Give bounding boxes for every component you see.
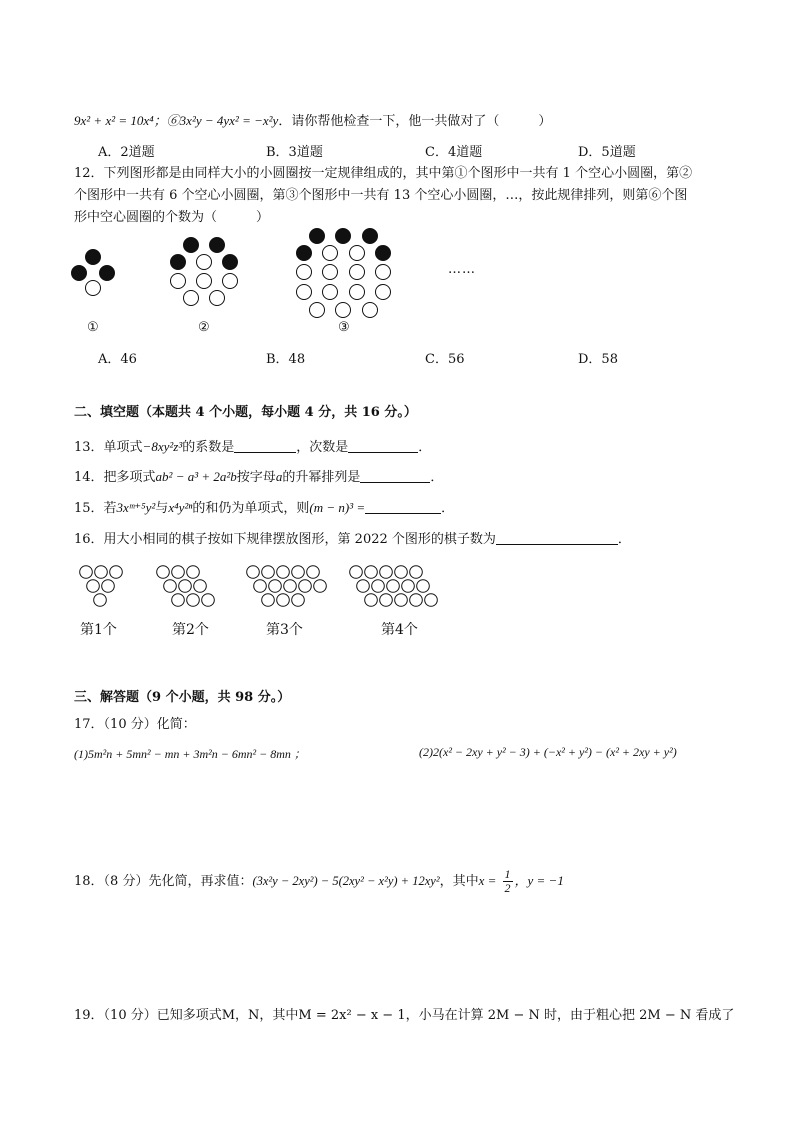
q14: 14．把多项式ab² − a³ + 2a²b按字母a的升幂排列是 ． bbox=[74, 469, 444, 485]
q15-math-1: 3xᵐ⁺⁵y² bbox=[116, 500, 156, 515]
q11-option-a: A．2道题 bbox=[98, 145, 155, 160]
q13-math: −8xy²z³ bbox=[142, 439, 183, 454]
q16-figure-label-4: 第4个 bbox=[381, 622, 418, 638]
q18: 18．（8 分）先化简，再求值：(3x²y − 2xy²) − 5(2xy² − x²y) + 12xy²，其中x = $\frac{1}{2}$ ，y = −1 bbox=[74, 867, 564, 895]
q14-math: ab² − a³ + 2a²b bbox=[155, 469, 237, 484]
q12-ellipsis: …… bbox=[448, 262, 476, 277]
section3-heading: 三、解答题（9 个小题，共 98 分。） bbox=[74, 690, 291, 705]
q11-tail-math: 9x² + x² = 10x⁴；⑥3x²y − 4yx² = −x²y bbox=[74, 113, 279, 128]
section2-heading: 二、填空题（本题共 4 个小题，每小题 4 分，共 16 分。） bbox=[74, 405, 417, 420]
q13: 13．单项式−8xy²z³的系数是 ，次数是 ． bbox=[74, 439, 432, 455]
q18-fraction: $\frac{1}{2}$ bbox=[504, 867, 511, 895]
q12-line3: 形中空心圆圈的个数为（ ） bbox=[74, 210, 270, 225]
q17-part2: (2)2(x² − 2xy + y² − 3) + (−x² + y²) − (x² + 2xy + y²) bbox=[419, 745, 677, 759]
q16-figure-label-3: 第3个 bbox=[266, 622, 303, 638]
q11-tail-text: ．请你帮他检查一下，他一共做对了（ ） bbox=[278, 114, 552, 129]
q15: 15．若3xᵐ⁺⁵y²与x⁴y²ⁿ的和仍为单项式，则(m − n)³ = ． bbox=[74, 500, 455, 516]
q16-figure-label-2: 第2个 bbox=[172, 622, 209, 638]
q12-option-c: C．56 bbox=[425, 352, 465, 367]
q17-title: 17．（10 分）化简： bbox=[74, 717, 196, 732]
q12-option-b: B．48 bbox=[266, 352, 306, 367]
q12-line2: 个图形中一共有 6 个空心小圆圈，第③个图形中一共有 13 个空心小圆圈，…，按此规律排列，则第⑥个图 bbox=[74, 188, 688, 203]
q16: 16．用大小相同的棋子按如下规律摆放图形，第 2022 个图形的棋子数为 ． bbox=[74, 532, 631, 547]
q11-option-b: B．3道题 bbox=[266, 145, 323, 160]
q12-figure-label-2: ② bbox=[198, 320, 210, 335]
q12-option-d: D．58 bbox=[578, 352, 618, 367]
q15-math-3: (m − n)³ = bbox=[309, 500, 366, 515]
q12-option-a: A．46 bbox=[98, 352, 137, 367]
q11-option-c: C．4道题 bbox=[425, 145, 483, 160]
q19: 19．（10 分）已知多项式M，N，其中M = 2x² − x − 1，小马在计算 2M − N 时，由于粗心把 2M − N 看成了 bbox=[74, 1008, 735, 1023]
q12-line1: 12．下列图形都是由同样大小的小圆圈按一定规律组成的，其中第①个图形中一共有 1 个空心小圆圈，第② bbox=[74, 166, 693, 181]
q16-figure-label-1: 第1个 bbox=[80, 622, 117, 638]
q17-part1: (1)5m²n + 5mn² − mn + 3m²n − 6mn² − 8mn ； bbox=[74, 747, 306, 761]
q11-option-d: D．5道题 bbox=[578, 145, 636, 160]
q18-expression: (3x²y − 2xy²) − 5(2xy² − x²y) + 12xy² bbox=[252, 874, 440, 888]
q12-figure-label-1: ① bbox=[87, 320, 99, 335]
q12-figure-label-3: ③ bbox=[338, 320, 350, 335]
q15-math-2: x⁴y²ⁿ bbox=[168, 500, 193, 515]
